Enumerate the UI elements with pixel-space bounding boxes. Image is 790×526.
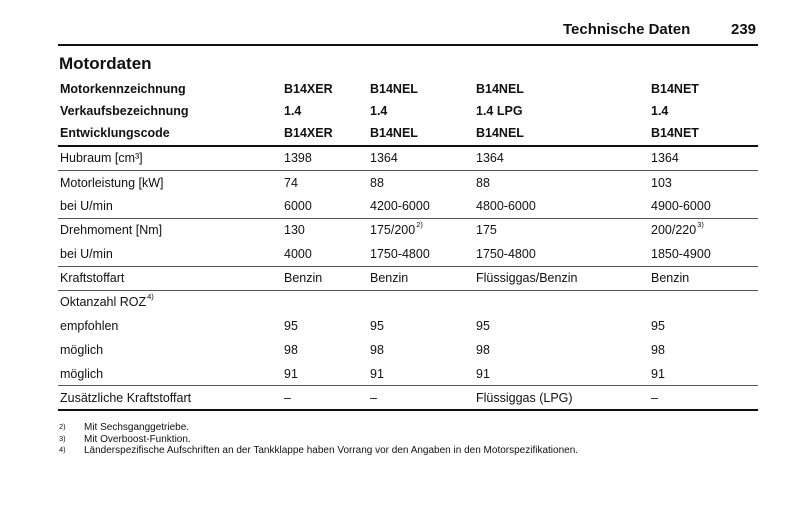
cell: 1398 <box>284 151 312 165</box>
footnote <box>59 445 578 457</box>
row-label: Drehmoment [Nm] <box>60 223 163 237</box>
cell: B14XER <box>284 82 333 96</box>
footnote-mark: 2) <box>59 422 66 431</box>
footnote-text: Mit Overboost-Funktion. <box>84 433 191 445</box>
table-head-row <box>58 100 758 122</box>
cell: 98 <box>651 343 665 357</box>
cell-value: 200/220 <box>651 223 697 237</box>
cell: 91 <box>284 367 298 381</box>
footnote-mark: 3) <box>59 433 66 443</box>
cell: B14NEL <box>476 82 524 96</box>
row-label: bei U/min <box>60 247 113 261</box>
cell: 1.4 <box>370 104 388 118</box>
table-row <box>58 291 758 313</box>
cell: B14XER <box>284 126 333 140</box>
cell: – <box>370 391 377 405</box>
cell: 91 <box>476 367 490 381</box>
section-title: Motordaten <box>59 54 152 73</box>
table-rule <box>58 409 758 411</box>
cell: 4000 <box>284 247 312 261</box>
cell: 91 <box>370 367 384 381</box>
cell-value: 175/200 <box>370 223 416 237</box>
cell: B14NET <box>651 82 699 96</box>
footnote-ref: 3) <box>697 220 704 229</box>
table-row <box>58 267 758 289</box>
cell: 4900-6000 <box>651 199 711 213</box>
table-head-row <box>58 78 758 100</box>
footnote <box>59 434 578 446</box>
cell: 1750-4800 <box>476 247 536 261</box>
footnote-ref: 2) <box>416 220 423 229</box>
cell: Flüssiggas/Benzin <box>476 271 578 285</box>
cell: 1.4 LPG <box>476 104 523 118</box>
cell: B14NEL <box>370 82 418 96</box>
row-label: bei U/min <box>60 199 113 213</box>
cell: 95 <box>651 319 665 333</box>
footnotes <box>59 422 578 457</box>
cell: 74 <box>284 176 298 190</box>
cell: B14NEL <box>476 126 524 140</box>
footnote-text: Länderspezifische Aufschriften an der Tankklappe haben Vorrang vor den Angaben in den Motorspezifikationen. <box>84 445 579 456</box>
cell: 1850-4900 <box>651 247 711 261</box>
cell: 98 <box>370 343 384 357</box>
cell: – <box>651 391 658 405</box>
footnote <box>59 422 578 434</box>
table-row <box>58 387 758 409</box>
row-label: empfohlen <box>60 319 119 333</box>
row-label: Zusätzliche Kraftstoffart <box>60 391 192 405</box>
table-row <box>58 243 758 265</box>
row-label <box>60 291 154 313</box>
cell: B14NET <box>651 126 699 140</box>
cell: 91 <box>651 367 665 381</box>
cell: 88 <box>476 176 490 190</box>
cell: 88 <box>370 176 384 190</box>
table-row <box>58 219 758 241</box>
row-label: Verkaufsbezeichnung <box>60 104 189 118</box>
table-row <box>58 315 758 337</box>
footnote-text: Mit Sechsganggetriebe. <box>84 422 190 433</box>
row-label: Entwicklungscode <box>60 126 170 140</box>
table-row <box>58 147 758 169</box>
cell: 175 <box>476 223 497 237</box>
cell: B14NEL <box>370 126 418 140</box>
cell: 103 <box>651 176 672 190</box>
cell: – <box>284 391 291 405</box>
row-label: Hubraum [cm³] <box>60 151 143 165</box>
cell: 1364 <box>476 151 504 165</box>
page-number: 239 <box>731 21 757 38</box>
row-label: Motorkennzeichnung <box>60 82 186 96</box>
table-rule <box>58 385 758 386</box>
header-rule <box>58 44 758 46</box>
cell: Flüssiggas (LPG) <box>476 391 573 405</box>
row-label: Kraftstoffart <box>60 271 125 285</box>
cell: 95 <box>284 319 298 333</box>
row-label: möglich <box>60 367 104 381</box>
cell <box>370 219 423 241</box>
footnote-ref: 4) <box>147 292 154 301</box>
row-label: möglich <box>60 343 104 357</box>
cell: 1.4 <box>284 104 302 118</box>
cell: 1750-4800 <box>370 247 430 261</box>
table-row <box>58 363 758 385</box>
cell: 1364 <box>651 151 679 165</box>
table-row <box>58 172 758 194</box>
cell: 4800-6000 <box>476 199 536 213</box>
cell: 6000 <box>284 199 312 213</box>
page-header-title: Technische Daten <box>563 21 691 38</box>
cell: 130 <box>284 223 305 237</box>
cell: Benzin <box>651 271 690 285</box>
cell: 95 <box>370 319 384 333</box>
table-head-row <box>58 122 758 144</box>
cell: 4200-6000 <box>370 199 430 213</box>
table-row <box>58 339 758 361</box>
row-label-text: Oktanzahl ROZ <box>60 295 147 309</box>
cell: 95 <box>476 319 490 333</box>
footnote-mark: 4) <box>59 445 66 454</box>
cell: Benzin <box>370 271 409 285</box>
cell: Benzin <box>284 271 323 285</box>
row-label: Motorleistung [kW] <box>60 176 164 190</box>
cell: 1.4 <box>651 104 669 118</box>
table-row <box>58 195 758 217</box>
cell: 98 <box>476 343 490 357</box>
table-rule <box>58 170 758 171</box>
cell: 98 <box>284 343 298 357</box>
cell: 1364 <box>370 151 398 165</box>
cell <box>651 219 704 241</box>
